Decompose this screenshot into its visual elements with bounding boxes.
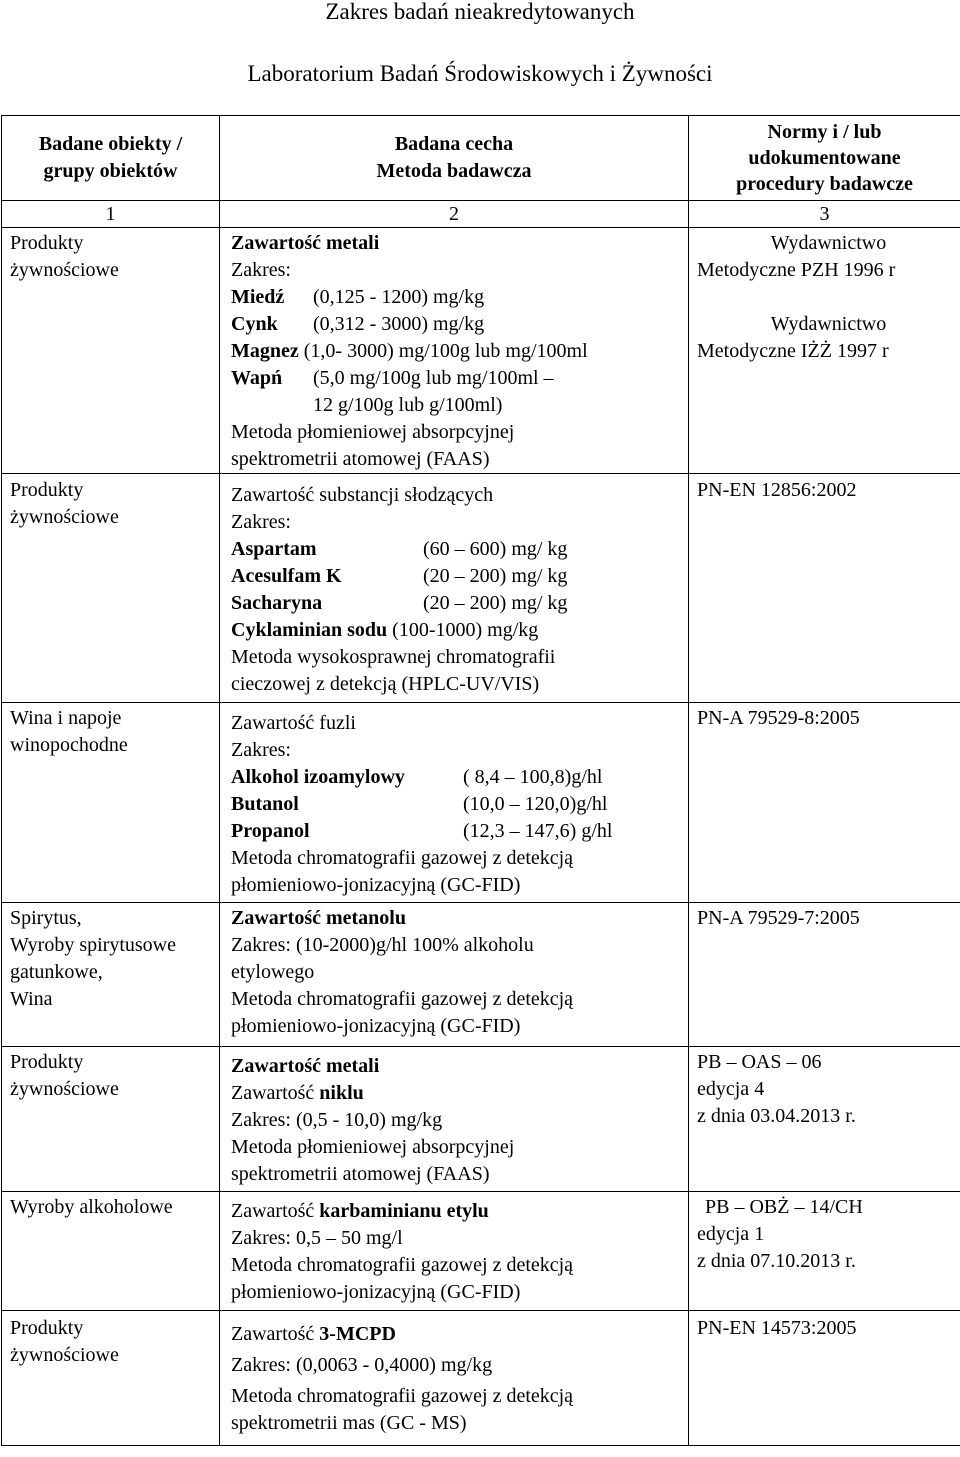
table-row — [2, 703, 960, 903]
header-norms: Normy i / lub udokumentowane procedury badawcze — [689, 116, 960, 201]
object-cell: Wyroby alkoholowe — [2, 1192, 220, 1311]
feature-cell: Zawartość metali Zakres: Miedź (0,125 - 1200) mg/kg Cynk (0,312 - 3000) mg/kg Magnez (1,0- 3000) mg/100g lub mg/100ml Wapń (5,0 mg/100g lub mg/100ml – 12 g/100g lub g/100ml) Metoda płomieniowej absorpcyjnej spektrometrii atomowej (FAAS) — [220, 228, 689, 474]
object-cell: Produkty żywnościowe — [2, 1311, 220, 1446]
column-number-row — [2, 201, 960, 228]
table-row — [2, 1192, 960, 1311]
feature-cell: Zawartość 3-MCPD Zakres: (0,0063 - 0,4000) mg/kg Metoda chromatografii gazowej z detekcją spektrometrii mas (GC - MS) — [220, 1311, 689, 1446]
table-row — [2, 228, 960, 474]
norm-cell: PN-A 79529-7:2005 — [689, 903, 960, 1047]
table-header-row — [2, 116, 960, 201]
page-title: Zakres badań nieakredytowanych — [325, 0, 635, 24]
object-cell: Wina i napoje winopochodne — [2, 703, 220, 903]
table-row — [2, 1047, 960, 1192]
norm-cell: PN-A 79529-8:2005 — [689, 703, 960, 903]
feature-cell: Zawartość metali Zawartość niklu Zakres: (0,5 - 10,0) mg/kg Metoda płomieniowej absorpcyjnej spektrometrii atomowej (FAAS) — [220, 1047, 689, 1192]
column-number-1: 1 — [2, 201, 220, 228]
object-cell: Produkty żywnościowe — [2, 228, 220, 474]
object-cell: Produkty żywnościowe — [2, 474, 220, 703]
feature-cell: Zawartość karbaminianu etylu Zakres: 0,5 – 50 mg/l Metoda chromatografii gazowej z detekcją płomieniowo-jonizacyjną (GC-FID) — [220, 1192, 689, 1311]
page-subtitle: Laboratorium Badań Środowiskowych i Żywności — [247, 61, 713, 86]
norm-cell: PN-EN 12856:2002 — [689, 474, 960, 703]
column-number-2: 2 — [220, 201, 689, 228]
norm-cell: Wydawnictwo Metodyczne PZH 1996 r Wydawnictwo Metodyczne IŻŻ 1997 r — [689, 228, 960, 474]
norm-cell: PB – OAS – 06 edycja 4 z dnia 03.04.2013 r. — [689, 1047, 960, 1192]
scope-table — [1, 115, 960, 1446]
feature-cell: Zawartość metanolu Zakres: (10-2000)g/hl 100% alkoholu etylowego Metoda chromatografii gazowej z detekcją płomieniowo-jonizacyjną (GC-FID) — [220, 903, 689, 1047]
feature-cell: Zawartość substancji słodzących Zakres: Aspartam (60 – 600) mg/ kg Acesulfam K (20 – 200) mg/ kg Sacharyna (20 – 200) mg/ kg Cyklaminian sodu (100-1000) mg/kg Metoda wysokosprawnej chromatografii cieczowej z detekcją (HPLC-UV/VIS) — [220, 474, 689, 703]
norm-cell: PB – OBŻ – 14/CH edycja 1 z dnia 07.10.2013 r. — [689, 1192, 960, 1311]
norm-cell: PN-EN 14573:2005 — [689, 1311, 960, 1446]
table-row — [2, 1311, 960, 1446]
table-row — [2, 474, 960, 703]
object-cell: Spirytus, Wyroby spirytusowe gatunkowe, Wina — [2, 903, 220, 1047]
feature-cell: Zawartość fuzli Zakres: Alkohol izoamylowy ( 8,4 – 100,8)g/hl Butanol (10,0 – 120,0)g/hl Propanol (12,3 – 147,6) g/hl Metoda chromatografii gazowej z detekcją płomieniowo-jonizacyjną (GC-FID) — [220, 703, 689, 903]
object-cell: Produkty żywnościowe — [2, 1047, 220, 1192]
column-number-3: 3 — [689, 201, 960, 228]
table-row — [2, 903, 960, 1047]
header-feature: Badana cecha Metoda badawcza — [220, 116, 689, 201]
header-objects: Badane obiekty / grupy obiektów — [2, 116, 220, 201]
